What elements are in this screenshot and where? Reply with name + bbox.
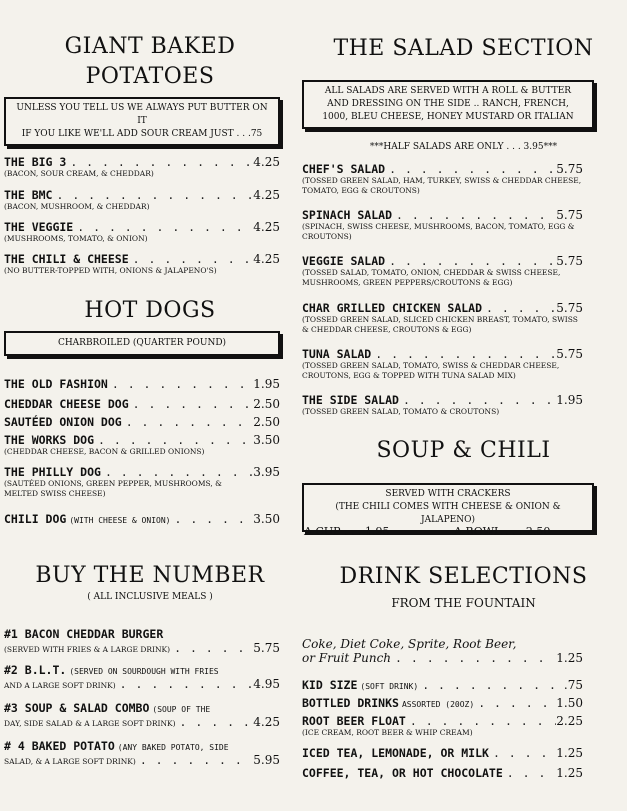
fountain-line1: Coke, Diet Coke, Sprite, Root Beer, bbox=[302, 637, 517, 651]
menu-item bbox=[4, 663, 280, 691]
menu-item bbox=[4, 397, 280, 411]
item-price: 4.25 bbox=[253, 252, 280, 266]
item-name: CHEF'S SALAD bbox=[302, 162, 386, 176]
item-price: 4.25 bbox=[253, 220, 280, 234]
leader-dots bbox=[136, 753, 253, 767]
item-price: 5.75 bbox=[253, 641, 280, 655]
leader-dots bbox=[116, 677, 254, 691]
item-price: 5.75 bbox=[556, 254, 583, 268]
leader-dots bbox=[122, 415, 254, 429]
item-price: 1.25 bbox=[556, 746, 583, 760]
item-desc: SALAD, & A LARGE SOFT DRINK) bbox=[4, 757, 136, 766]
item-price: 5.75 bbox=[556, 162, 583, 176]
item-name: COFFEE, TEA, OR HOT CHOCOLATE bbox=[302, 766, 503, 780]
item-name: #1 BACON CHEDDAR BURGER bbox=[4, 627, 164, 641]
item-desc: DAY, SIDE SALAD & A LARGE SOFT DRINK) bbox=[4, 719, 176, 728]
menu-item bbox=[4, 155, 280, 179]
leader-dots bbox=[474, 696, 556, 710]
item-price: 5.75 bbox=[556, 208, 583, 222]
menu-item bbox=[302, 637, 583, 665]
item-inline-desc: (ANY BAKED POTATO, SIDE bbox=[117, 743, 229, 752]
salad-note-line2: AND DRESSING ON THE SIDE .. RANCH, FRENCH, bbox=[327, 99, 569, 110]
leader-dots bbox=[391, 651, 556, 665]
menu-item bbox=[302, 393, 583, 417]
item-name: SPINACH SALAD bbox=[302, 208, 393, 222]
leader-dots bbox=[66, 155, 253, 169]
item-desc: (CHEDDAR CHEESE, BACON & GRILLED ONIONS) bbox=[4, 447, 205, 456]
salad-note-line3: 1000, BLEU CHEESE, HONEY MUSTARD OR ITALIAN bbox=[322, 112, 574, 123]
item-inline-desc: (SERVED ON SOURDOUGH WITH FRIES bbox=[69, 667, 219, 676]
menu-item bbox=[4, 739, 280, 767]
item-price: 1.25 bbox=[556, 651, 583, 665]
menu-item bbox=[302, 696, 583, 710]
item-name: KID SIZE bbox=[302, 678, 358, 692]
item-name: #2 B.L.T. bbox=[4, 663, 67, 677]
leader-dots bbox=[385, 162, 556, 176]
leader-dots bbox=[101, 465, 253, 479]
menu-item bbox=[302, 162, 583, 196]
leader-dots bbox=[399, 393, 556, 407]
item-desc: (BACON, MUSHROOM, & CHEDDAR) bbox=[4, 202, 150, 211]
leader-dots bbox=[385, 254, 556, 268]
item-inline-desc: ASSORTED (20OZ) bbox=[401, 700, 475, 709]
item-name: SAUTÉED ONION DOG bbox=[4, 415, 122, 429]
item-price: 1.95 bbox=[556, 393, 583, 407]
menu-item bbox=[302, 746, 583, 760]
item-desc: (TOSSED GREEN SALAD, HAM, TURKEY, SWISS & CHEDDAR CHEESE, TOMATO, EGG & CROUTONS) bbox=[302, 176, 582, 196]
item-name: BOTTLED DRINKS bbox=[302, 696, 399, 710]
leader-dots bbox=[129, 397, 254, 411]
item-price: .75 bbox=[563, 678, 583, 692]
soup-note-line2: (THE CHILI COMES WITH CHEESE & ONION & JALAPENO) bbox=[335, 502, 561, 526]
item-name: THE SIDE SALAD bbox=[302, 393, 399, 407]
item-price: 3.50 bbox=[253, 512, 280, 526]
soup-note-line1: SERVED WITH CRACKERS bbox=[385, 489, 511, 499]
half-salad-note: ***HALF SALADS ARE ONLY . . . 3.95*** bbox=[369, 142, 558, 152]
menu-item bbox=[302, 347, 583, 381]
soup-bowl-price: A BOWL . . . 2.50 bbox=[454, 525, 551, 538]
leader-dots bbox=[176, 715, 254, 729]
leader-dots bbox=[406, 714, 556, 728]
soup-cup-price: A CUP . . . 1.95 bbox=[304, 525, 390, 538]
menu-item bbox=[302, 678, 583, 692]
salad-title: THE SALAD SECTION bbox=[333, 36, 594, 61]
item-name: CHAR GRILLED CHICKEN SALAD bbox=[302, 301, 483, 315]
item-name: #3 SOUP & SALAD COMBO bbox=[4, 701, 150, 715]
item-name: THE OLD FASHION bbox=[4, 377, 108, 391]
soup-title: SOUP & CHILI bbox=[376, 438, 551, 463]
item-price: 3.50 bbox=[253, 433, 280, 447]
potatoes-note-line2: IF YOU LIKE WE'LL ADD SOUR CREAM JUST . . .75 bbox=[21, 129, 263, 140]
hotdogs-note: CHARBROILED (QUARTER POUND) bbox=[57, 338, 227, 348]
item-name: CHEDDAR CHEESE DOG bbox=[4, 397, 129, 411]
item-price: 4.95 bbox=[253, 677, 280, 691]
item-desc: (NO BUTTER-TOPPED WITH, ONIONS & JALAPENO'S) bbox=[4, 266, 217, 275]
salad-note-line1: ALL SALADS ARE SERVED WITH A ROLL & BUTTER bbox=[324, 86, 572, 96]
item-inline-desc: (WITH CHEESE & ONION) bbox=[69, 516, 171, 525]
leader-dots bbox=[170, 641, 253, 655]
potatoes-title-line1: GIANT BAKED bbox=[64, 34, 236, 59]
leader-dots bbox=[108, 377, 253, 391]
menu-item bbox=[4, 433, 280, 457]
leader-dots bbox=[503, 766, 556, 780]
item-price: 2.50 bbox=[253, 397, 280, 411]
drinks-title: DRINK SELECTIONS bbox=[339, 564, 588, 589]
item-desc: (TOSSED GREEN SALAD, TOMATO, SWISS & CHEDDAR CHEESE, CROUTONS, EGG & TOPPED WITH TUNA SALAD MIX) bbox=[302, 361, 560, 381]
menu-item bbox=[4, 627, 280, 655]
item-price: 4.25 bbox=[253, 715, 280, 729]
hotdogs-title: HOT DOGS bbox=[84, 298, 216, 323]
item-desc: (SERVED WITH FRIES & A LARGE DRINK) bbox=[4, 645, 171, 654]
item-inline-desc: (SOUP OF THE bbox=[152, 705, 211, 714]
item-desc: (SAUTÉED ONIONS, GREEN PEPPER, MUSHROOMS, & MELTED SWISS CHEESE) bbox=[4, 479, 222, 499]
leader-dots bbox=[94, 433, 253, 447]
item-desc: (MUSHROOMS, TOMATO, & ONION) bbox=[4, 234, 148, 243]
hotdogs-note-box bbox=[4, 331, 280, 356]
item-name: THE WORKS DOG bbox=[4, 433, 95, 447]
item-price: 1.95 bbox=[253, 377, 280, 391]
item-price: 3.95 bbox=[253, 465, 280, 479]
menu-item bbox=[4, 701, 280, 729]
item-price: 5.75 bbox=[556, 347, 583, 361]
leader-dots bbox=[52, 188, 253, 202]
drinks-subtitle: FROM THE FOUNTAIN bbox=[391, 596, 536, 610]
item-name: THE BIG 3 bbox=[4, 155, 67, 169]
menu-item bbox=[4, 415, 280, 429]
salad-note-box bbox=[302, 80, 594, 129]
menu-item bbox=[302, 301, 583, 335]
potatoes-title-line2: POTATOES bbox=[85, 64, 215, 89]
item-name: THE CHILI & CHEESE bbox=[4, 252, 129, 266]
item-name: THE BMC bbox=[4, 188, 53, 202]
item-price: 4.25 bbox=[253, 188, 280, 202]
potatoes-note-line1: UNLESS YOU TELL US WE ALWAYS PUT BUTTER ON IT bbox=[16, 103, 268, 127]
item-name: # 4 BAKED POTATO bbox=[4, 739, 115, 753]
leader-dots bbox=[129, 252, 254, 266]
item-price: 1.25 bbox=[556, 766, 583, 780]
leader-dots bbox=[392, 208, 556, 222]
menu-item bbox=[4, 188, 280, 212]
menu-item bbox=[302, 208, 583, 242]
leader-dots bbox=[73, 220, 253, 234]
leader-dots bbox=[482, 301, 556, 315]
item-price: 5.95 bbox=[253, 753, 280, 767]
item-name: THE PHILLY DOG bbox=[4, 465, 101, 479]
menu-item bbox=[4, 512, 280, 526]
item-name: THE VEGGIE bbox=[4, 220, 74, 234]
menu-item bbox=[4, 220, 280, 244]
item-name: ROOT BEER FLOAT bbox=[302, 714, 406, 728]
item-name: VEGGIE SALAD bbox=[302, 254, 386, 268]
item-price: 4.25 bbox=[253, 155, 280, 169]
item-desc: (TOSSED SALAD, TOMATO, ONION, CHEDDAR & SWISS CHEESE, MUSHROOMS, GREEN PEPPERS/CROUTONS & EGG) bbox=[302, 268, 561, 288]
leader-dots bbox=[170, 512, 253, 526]
menu-item bbox=[4, 377, 280, 391]
item-price: 2.25 bbox=[556, 714, 583, 728]
item-desc: (ICE CREAM, ROOT BEER & WHIP CREAM) bbox=[302, 728, 473, 737]
item-desc: (TOSSED GREEN SALAD, TOMATO & CROUTONS) bbox=[302, 407, 500, 416]
item-inline-desc: (SOFT DRINK) bbox=[360, 682, 419, 691]
leader-dots bbox=[371, 347, 556, 361]
item-price: 2.50 bbox=[253, 415, 280, 429]
number-subtitle: ( ALL INCLUSIVE MEALS ) bbox=[87, 592, 213, 602]
item-desc: (BACON, SOUR CREAM, & CHEDDAR) bbox=[4, 169, 154, 178]
menu-item bbox=[302, 254, 583, 288]
menu-item bbox=[302, 714, 583, 738]
item-desc: (SPINACH, SWISS CHEESE, MUSHROOMS, BACON, TOMATO, EGG & CROUTONS) bbox=[302, 222, 575, 242]
item-name: TUNA SALAD bbox=[302, 347, 372, 361]
menu-item bbox=[302, 766, 583, 780]
item-name: CHILI DOG bbox=[4, 512, 67, 526]
menu-item bbox=[4, 465, 280, 499]
potatoes-note-box bbox=[4, 97, 280, 146]
item-price: 5.75 bbox=[556, 301, 583, 315]
menu-item bbox=[4, 252, 280, 276]
item-desc: (TOSSED GREEN SALAD, SLICED CHICKEN BREAST, TOMATO, SWISS & CHEDDAR CHEESE, CROUTONS & EGG) bbox=[302, 315, 578, 335]
fountain-line2: or Fruit Punch bbox=[302, 651, 392, 665]
leader-dots bbox=[489, 746, 556, 760]
item-price: 1.50 bbox=[556, 696, 583, 710]
item-desc: AND A LARGE SOFT DRINK) bbox=[4, 681, 116, 690]
number-title: BUY THE NUMBER bbox=[35, 563, 265, 588]
leader-dots bbox=[418, 678, 564, 692]
item-name: ICED TEA, LEMONADE, OR MILK bbox=[302, 746, 489, 760]
